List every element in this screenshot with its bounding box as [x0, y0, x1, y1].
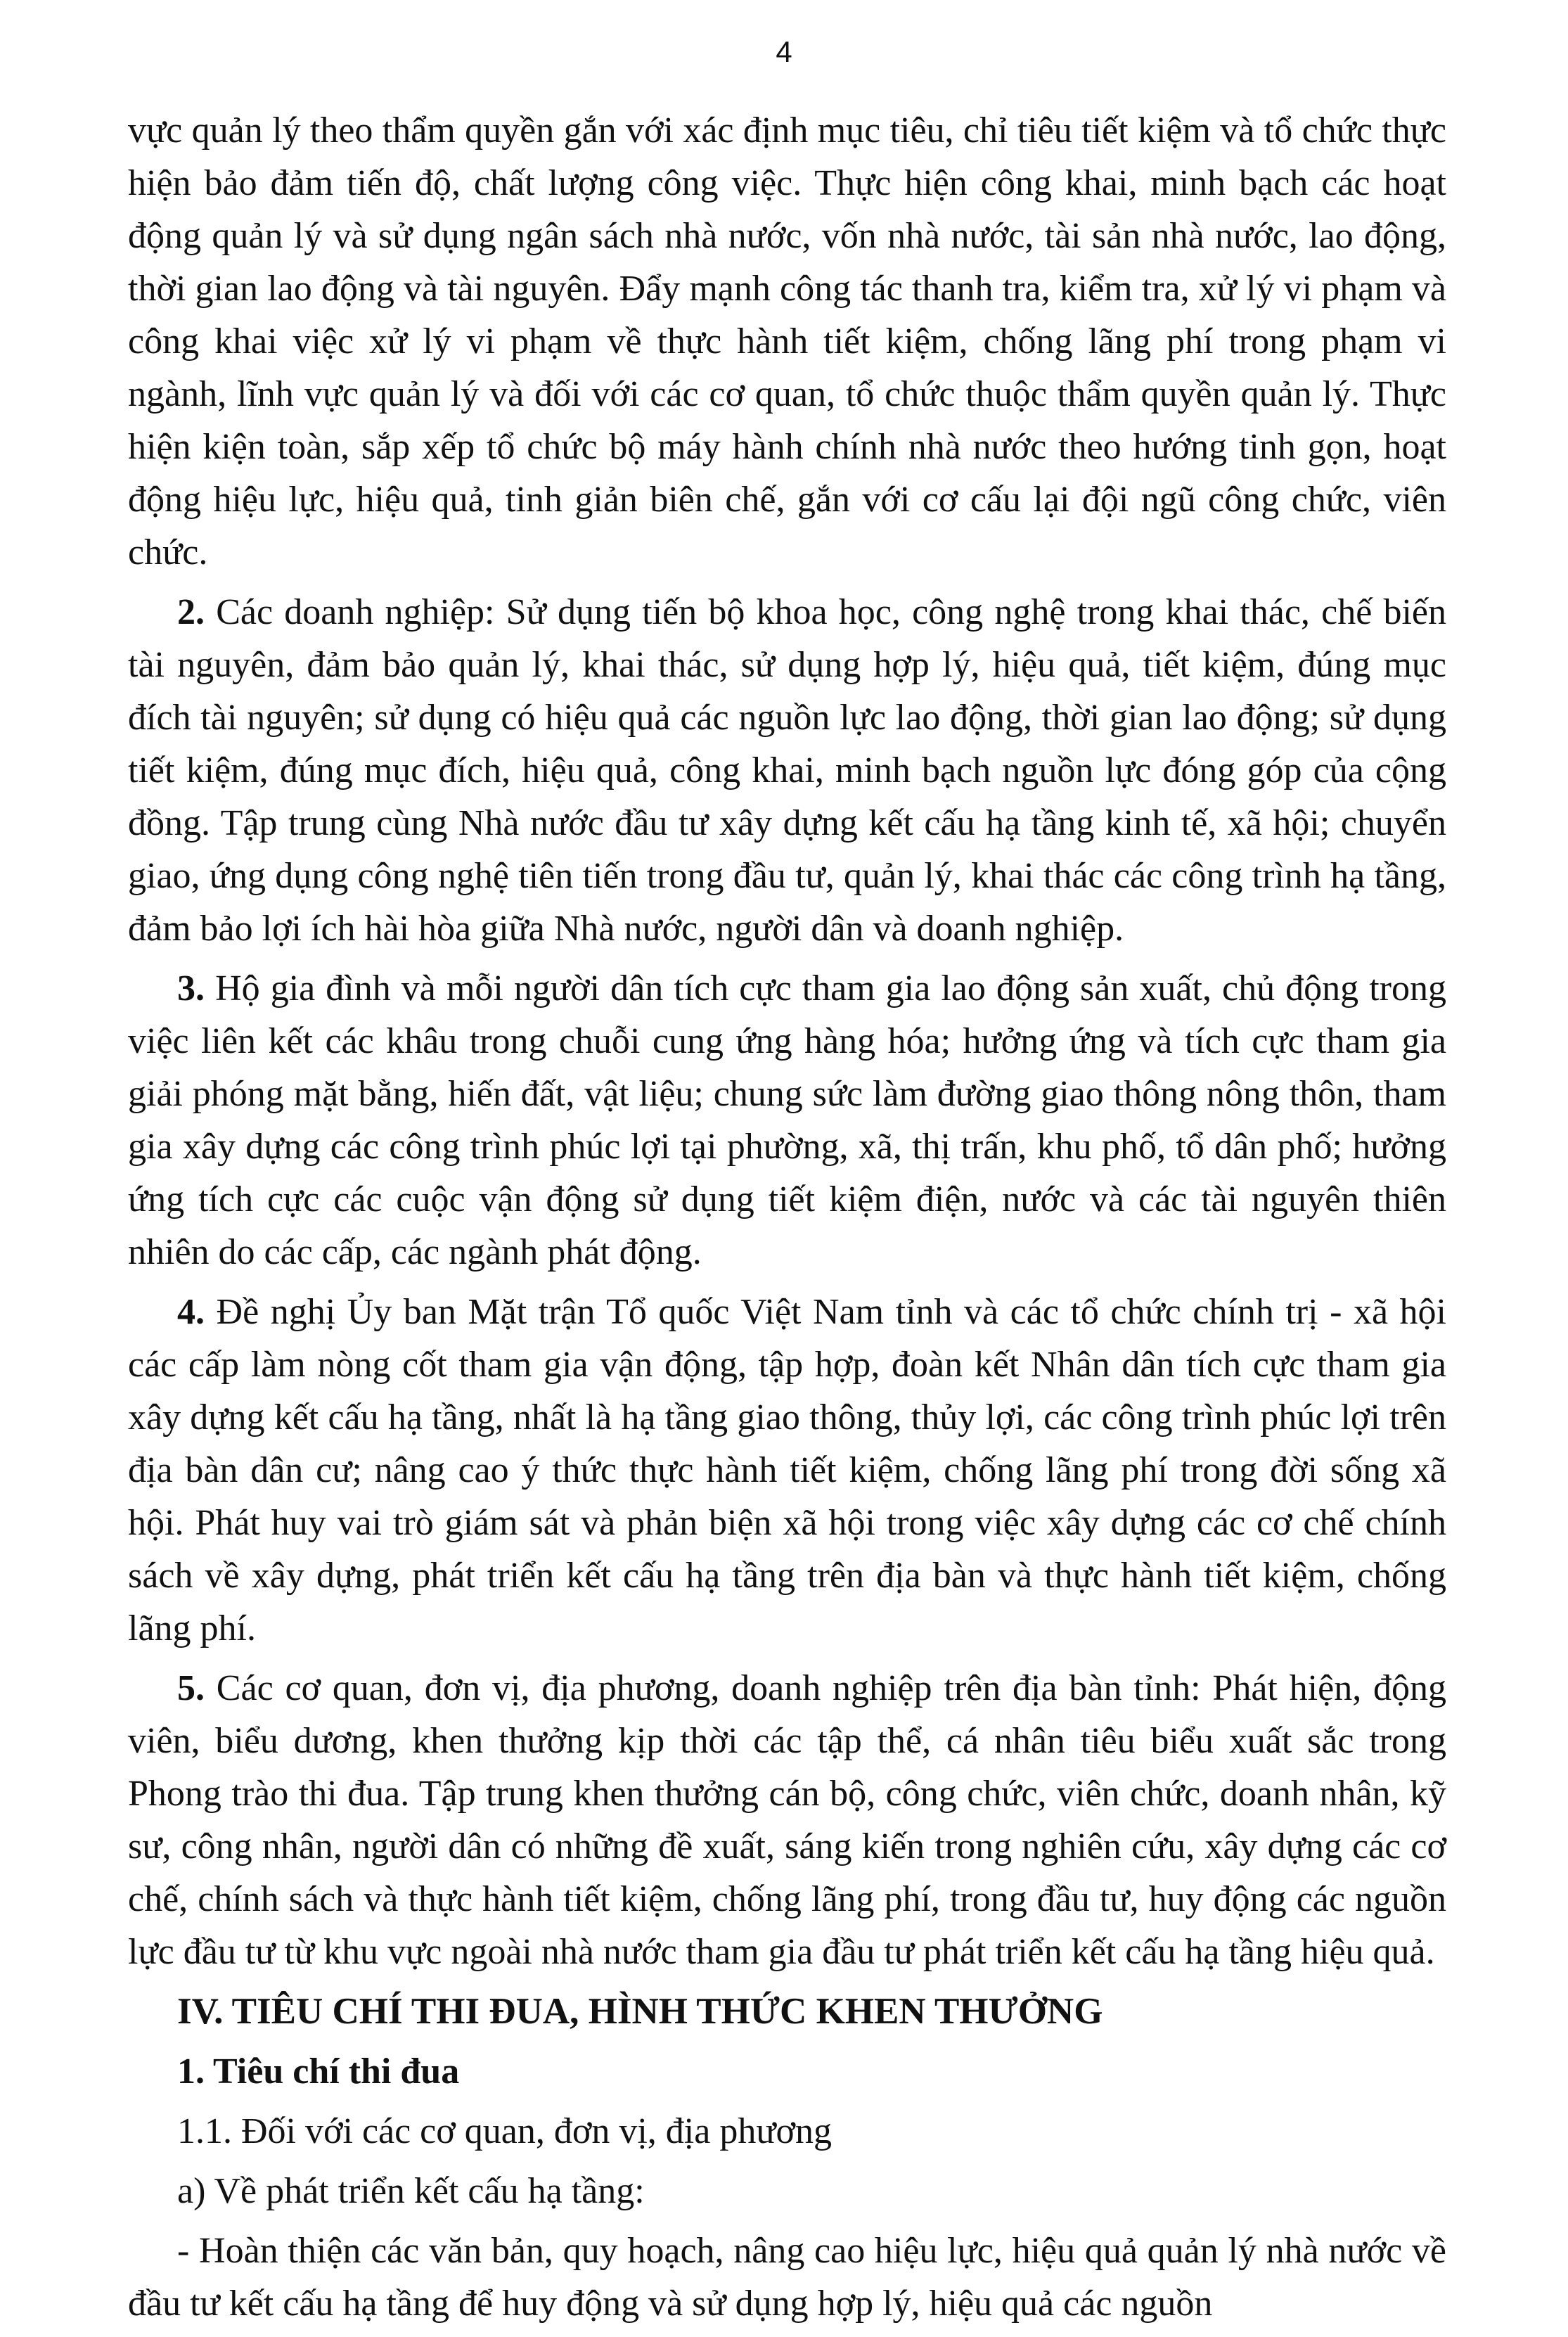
item-text: Các cơ quan, đơn vị, địa phương, doanh nghiệp trên địa bàn tỉnh: Phát hiện, động viên, biểu dương, khen thưởng kịp thời các tập thể, cá nhân tiêu biểu xuất sắc trong Phong trào thi đua. Tập trung khen thưởng cán bộ, công chức, viên chức, doanh nhân, kỹ sư, công nhân, người dân có những đề xuất, sáng kiến trong nghiên cứu, xây dựng các cơ chế, chính sách và thực hành tiết kiệm, chống lãng phí, trong đầu tư, huy động các nguồn lực đầu tư từ khu vực ngoài nhà nước tham gia đầu tư phát triển kết cấu hạ tầng hiệu quả. [128, 1668, 1446, 1972]
criteria-heading: 1. Tiêu chí thi đua [177, 2051, 460, 2092]
document-body [128, 104, 1446, 2337]
item-text: Hộ gia đình và mỗi người dân tích cực tham gia lao động sản xuất, chủ động trong việc liên kết các khâu trong chuỗi cung ứng hàng hóa; hưởng ứng và tích cực tham gia giải phóng mặt bằng, hiến đất, vật liệu; chung sức làm đường giao thông nông thôn, tham gia xây dựng các công trình phúc lợi tại phường, xã, thị trấn, khu phố, tổ dân phố; hưởng ứng tích cực các cuộc vận động sử dụng tiết kiệm điện, nước và các tài nguyên thiên nhiên do các cấp, các ngành phát động. [128, 968, 1446, 1272]
item-text: Đề nghị Ủy ban Mặt trận Tổ quốc Việt Nam tỉnh và các tổ chức chính trị - xã hội các cấp làm nòng cốt tham gia vận động, tập hợp, đoàn kết Nhân dân tích cực tham gia xây dựng kết cấu hạ tầng, nhất là hạ tầng giao thông, thủy lợi, các công trình phúc lợi trên địa bàn dân cư; nâng cao ý thức thực hành tiết kiệm, chống lãng phí trong đời sống xã hội. Phát huy vai trò giám sát và phản biện xã hội trong việc xây dựng các cơ chế chính sách về xây dựng, phát triển kết cấu hạ tầng trên địa bàn và thực hành tiết kiệm, chống lãng phí. [128, 1292, 1446, 1648]
paragraph-item-5 [128, 1662, 1446, 1978]
item-number: 3. [177, 968, 205, 1009]
item-text: Các doanh nghiệp: Sử dụng tiến bộ khoa học, công nghệ trong khai thác, chế biến tài nguyên, đảm bảo quản lý, khai thác, sử dụng hợp lý, hiệu quả, tiết kiệm, đúng mục đích tài nguyên; sử dụng có hiệu quả các nguồn lực lao động, thời gian lao động; sử dụng tiết kiệm, đúng mục đích, hiệu quả, công khai, minh bạch nguồn lực đóng góp của cộng đồng. Tập trung cùng Nhà nước đầu tư xây dựng kết cấu hạ tầng kinh tế, xã hội; chuyển giao, ứng dụng công nghệ tiên tiến trong đầu tư, quản lý, khai thác các công trình hạ tầng, đảm bảo lợi ích hài hòa giữa Nhà nước, người dân và doanh nghiệp. [128, 592, 1446, 949]
item-number: 5. [177, 1668, 205, 1708]
subsection-heading-a: a) Về phát triển kết cấu hạ tầng: [177, 2171, 645, 2211]
paragraph-item-4 [128, 1286, 1446, 1655]
paragraph-bullet: - Hoàn thiện các văn bản, quy hoạch, nâng cao hiệu lực, hiệu quả quản lý nhà nước về đầu tư kết cấu hạ tầng để huy động và sử dụng hợp lý, hiệu quả các nguồn [128, 2231, 1446, 2324]
item-number: 2. [177, 592, 205, 632]
paragraph-item-3 [128, 962, 1446, 1279]
page-number: 4 [776, 35, 792, 68]
paragraph-item-2 [128, 586, 1446, 955]
subsection-heading-1-1: 1.1. Đối với các cơ quan, đơn vị, địa phương [177, 2111, 832, 2151]
section-heading-iv: IV. TIÊU CHÍ THI ĐUA, HÌNH THỨC KHEN THƯỞNG [177, 1991, 1103, 2032]
paragraph-continuation: vực quản lý theo thẩm quyền gắn với xác định mục tiêu, chỉ tiêu tiết kiệm và tổ chức thực hiện bảo đảm tiến độ, chất lượng công việc. Thực hiện công khai, minh bạch các hoạt động quản lý và sử dụng ngân sách nhà nước, vốn nhà nước, tài sản nhà nước, lao động, thời gian lao động và tài nguyên. Đẩy mạnh công tác thanh tra, kiểm tra, xử lý vi phạm và công khai việc xử lý vi phạm về thực hành tiết kiệm, chống lãng phí trong phạm vi ngành, lĩnh vực quản lý và đối với các cơ quan, tổ chức thuộc thẩm quyền quản lý. Thực hiện kiện toàn, sắp xếp tổ chức bộ máy hành chính nhà nước theo hướng tinh gọn, hoạt động hiệu lực, hiệu quả, tinh giản biên chế, gắn với cơ cấu lại đội ngũ công chức, viên chức. [128, 110, 1446, 572]
item-number: 4. [177, 1292, 205, 1332]
